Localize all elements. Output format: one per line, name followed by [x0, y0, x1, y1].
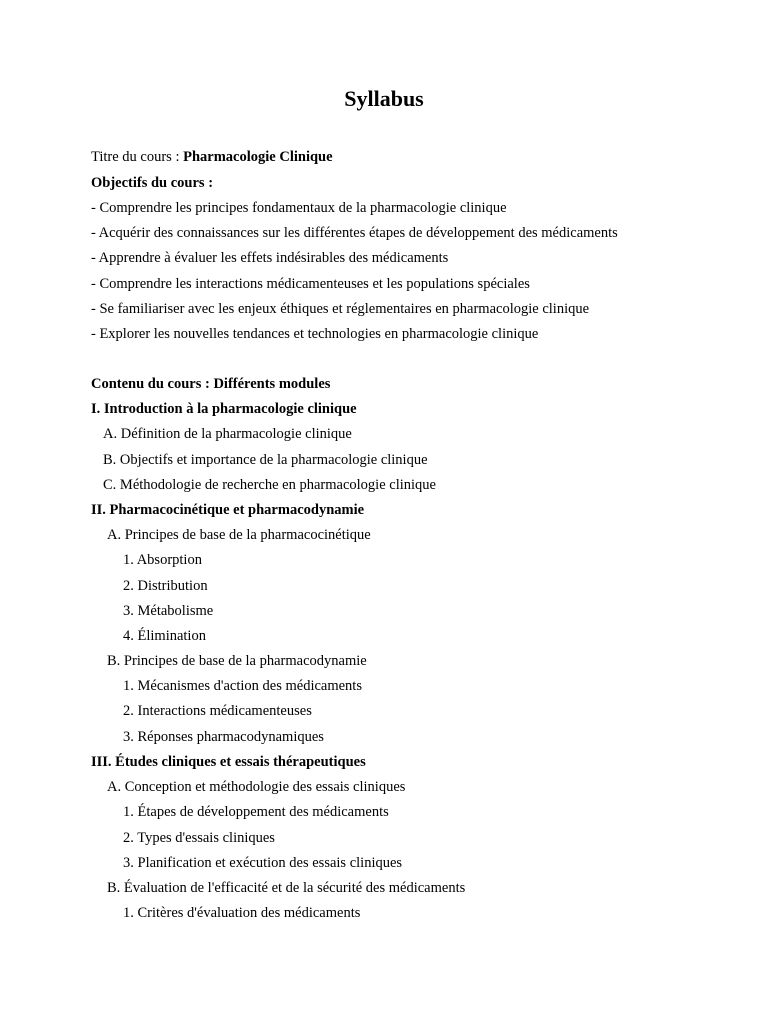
module-section: C. Méthodologie de recherche en pharmacologie clinique [103, 477, 436, 493]
course-title-line [91, 147, 333, 167]
objective-item: - Comprendre les principes fondamentaux de la pharmacologie clinique [91, 200, 507, 216]
module-subsection: 3. Réponses pharmacodynamiques [123, 729, 324, 745]
content-heading: Contenu du cours : Différents modules [91, 376, 331, 392]
module-section: A. Conception et méthodologie des essais cliniques [107, 779, 406, 795]
module-subsection: 2. Distribution [123, 578, 208, 594]
module-subsection: 1. Étapes de développement des médicaments [123, 804, 389, 820]
module-subsection: 2. Interactions médicamenteuses [123, 703, 312, 719]
module-section: A. Principes de base de la pharmacocinétique [107, 527, 371, 543]
objective-item: - Apprendre à évaluer les effets indésirables des médicaments [91, 250, 449, 266]
module-section: A. Définition de la pharmacologie clinique [103, 426, 352, 442]
module-subsection: 3. Métabolisme [123, 603, 214, 619]
course-title-value: Pharmacologie Clinique [183, 149, 333, 165]
module-section: B. Principes de base de la pharmacodynamie [107, 653, 367, 669]
module-title: I. Introduction à la pharmacologie clinique [91, 401, 357, 417]
objective-item: - Comprendre les interactions médicamenteuses et les populations spéciales [91, 276, 530, 292]
module-title: III. Études cliniques et essais thérapeutiques [91, 754, 366, 770]
module-subsection: 1. Absorption [123, 552, 202, 568]
module-section: B. Évaluation de l'efficacité et de la sécurité des médicaments [107, 880, 466, 896]
module-title: II. Pharmacocinétique et pharmacodynamie [91, 502, 365, 518]
module-subsection: 3. Planification et exécution des essais cliniques [123, 855, 403, 871]
objective-item: - Acquérir des connaissances sur les différentes étapes de développement des médicaments [91, 225, 618, 241]
module-subsection: 4. Élimination [123, 628, 206, 644]
module-section: B. Objectifs et importance de la pharmacologie clinique [103, 452, 428, 468]
objective-item: - Explorer les nouvelles tendances et technologies en pharmacologie clinique [91, 326, 539, 342]
module-subsection: 1. Critères d'évaluation des médicaments [123, 905, 361, 921]
page-title: Syllabus [344, 86, 424, 111]
module-subsection: 1. Mécanismes d'action des médicaments [123, 678, 362, 694]
objective-item: - Se familiariser avec les enjeux éthiques et réglementaires en pharmacologie clinique [91, 301, 590, 317]
course-title-label: Titre du cours : [91, 149, 184, 165]
module-subsection: 2. Types d'essais cliniques [123, 830, 275, 846]
objectives-heading: Objectifs du cours : [91, 175, 214, 191]
